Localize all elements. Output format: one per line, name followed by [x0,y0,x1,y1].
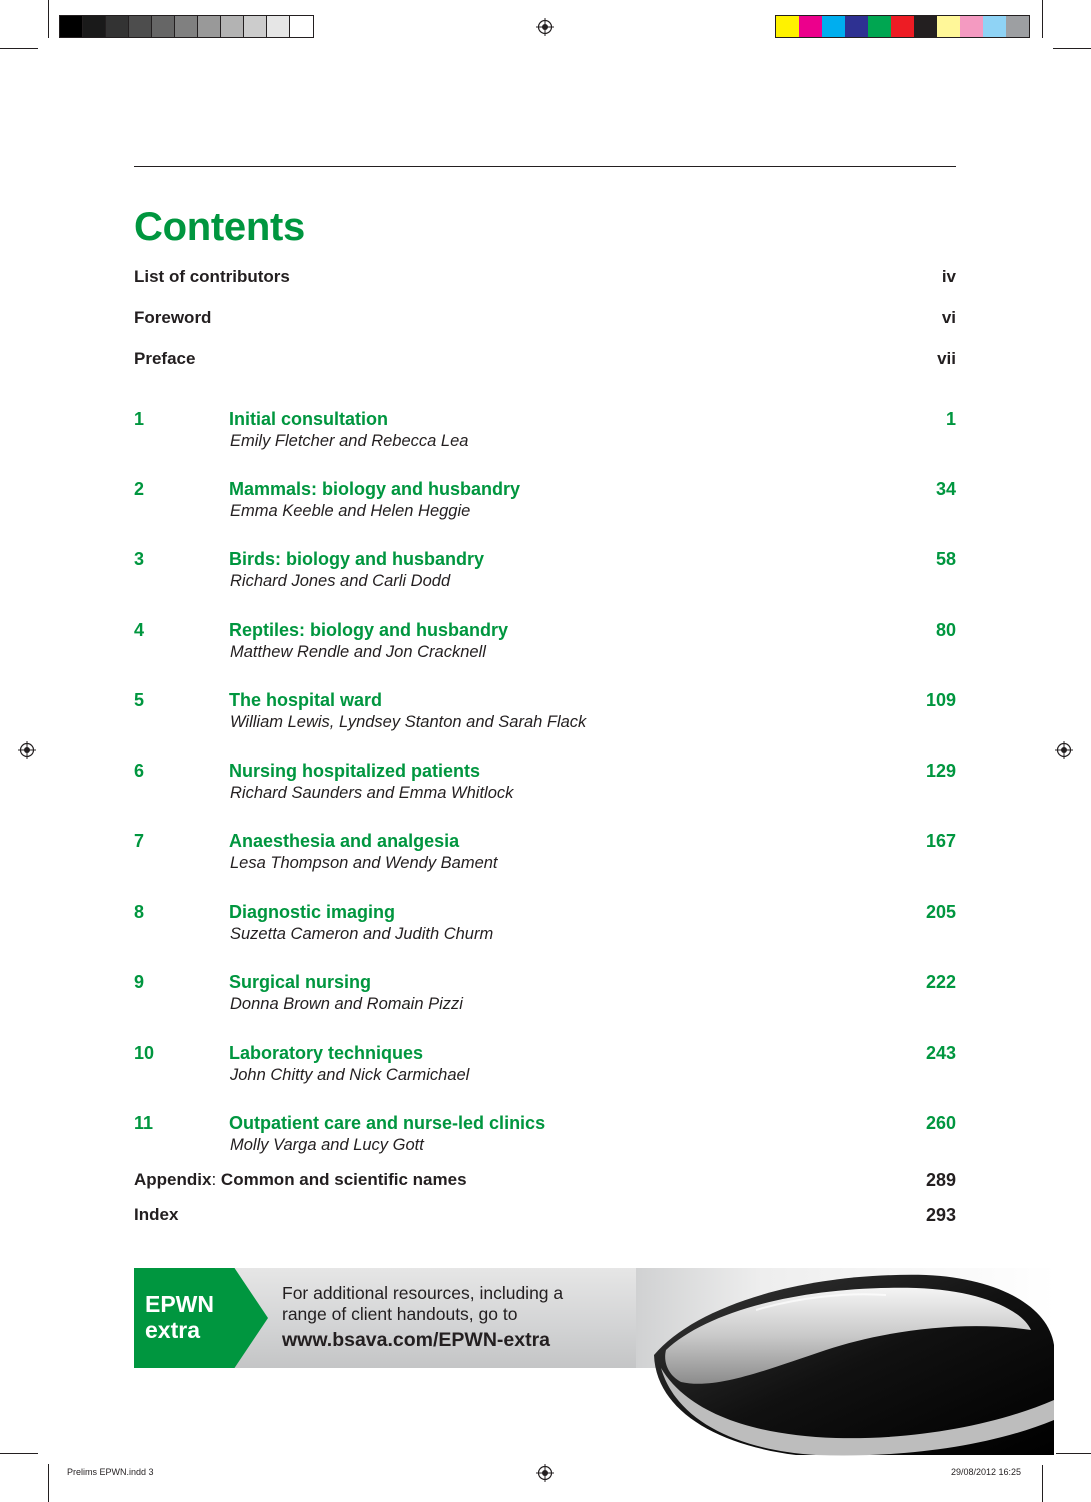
toc-entry[interactable] [134,308,956,328]
crop-mark [48,0,49,38]
chapter-title: Laboratory techniques [229,1043,424,1063]
banner-tag-line: EPWN [145,1291,214,1317]
chapter-authors: Molly Varga and Lucy Gott [230,1136,424,1154]
color-swatch [983,16,1006,37]
grey-swatch [60,16,83,37]
grey-swatch [152,16,175,37]
toc-entry-label: Foreword [134,308,212,327]
computer-mouse-icon [636,1250,1056,1465]
chapter-page: 109 [925,690,956,710]
chapter-number: 3 [134,549,145,569]
chapter-number: 6 [134,761,145,781]
chapter-number: 1 [134,409,145,429]
chapter-authors: Emily Fletcher and Rebecca Lea [230,432,469,450]
crop-mark [1053,48,1091,49]
color-swatch [799,16,822,37]
toc-entry-page: iv [941,267,956,286]
chapter-title: Reptiles: biology and husbandry [229,620,509,640]
chapter-number: 11 [134,1113,154,1133]
chapter-title: Nursing hospitalized patients [229,761,481,781]
color-swatch [1006,16,1029,37]
chapter-page: 80 [935,620,956,640]
toc-entry-label: Index [134,1205,179,1224]
chapter-page: 34 [935,479,956,499]
crop-mark [1042,1464,1043,1502]
chapter-number: 2 [134,479,145,499]
toc-entry-page: 289 [925,1170,956,1190]
chapter-number: 10 [134,1043,155,1063]
banner-description [282,1283,563,1325]
chapter-page: 222 [925,972,956,992]
grey-swatch [175,16,198,37]
color-swatch [937,16,960,37]
color-swatch [868,16,891,37]
color-swatch [960,16,983,37]
chapter-number: 7 [134,831,145,851]
crop-mark [48,1464,49,1502]
appendix-colon: : [211,1170,217,1189]
page-title: Contents [134,205,305,249]
crop-mark [1053,1453,1091,1454]
banner-text-line: For additional resources, including a [282,1283,564,1303]
registration-mark-icon [18,741,36,759]
crop-mark [0,48,38,49]
toc-entry[interactable] [134,267,956,287]
chapter-page: 260 [925,1113,956,1133]
color-swatch [845,16,868,37]
slug-datetime: 29/08/2012 16:25 [951,1467,1022,1477]
chapter-authors: Suzetta Cameron and Judith Churm [230,925,494,943]
chapter-title: Anaesthesia and analgesia [229,831,460,851]
chapter-title: Mammals: biology and husbandry [229,479,521,499]
chapter-page: 205 [925,902,956,922]
chapter-authors: John Chitty and Nick Carmichael [230,1066,470,1084]
chapter-number: 5 [134,690,145,710]
chapter-title: Diagnostic imaging [229,902,396,922]
toc-entry-label [134,1170,467,1191]
chapter-authors: Richard Jones and Carli Dodd [230,572,451,590]
chapter-authors: Matthew Rendle and Jon Cracknell [230,643,486,661]
appendix-title: Common and scientific names [216,1170,467,1189]
chapter-title: Initial consultation [229,409,389,429]
chapter-number: 4 [134,620,145,640]
chapter-page: 243 [925,1043,956,1063]
toc-entry-page: vii [937,349,956,368]
chapter-number: 8 [134,902,145,922]
toc-entry-label: Preface [134,349,196,368]
chapter-authors: Richard Saunders and Emma Whitlock [230,784,514,802]
color-swatch [914,16,937,37]
toc-entry[interactable] [134,349,956,369]
banner-tag [145,1291,214,1343]
toc-entry-page: 293 [925,1205,956,1225]
toc-entry-appendix[interactable] [134,1170,956,1191]
color-swatch [776,16,799,37]
chapter-number: 9 [134,972,145,992]
grey-swatch [221,16,244,37]
chapter-authors: Emma Keeble and Helen Heggie [230,502,471,520]
crop-mark [1042,0,1043,38]
toc-entry-label: List of contributors [134,267,290,286]
registration-mark-icon [536,18,554,36]
toc-entry-page: vi [941,308,956,327]
banner-url-link[interactable]: www.bsava.com/EPWN-extra [282,1329,551,1351]
chapter-title: Birds: biology and husbandry [229,549,485,569]
grey-swatch [244,16,267,37]
grey-swatch [198,16,221,37]
grey-swatch [290,16,313,37]
chapter-authors: Donna Brown and Romain Pizzi [230,995,463,1013]
chapter-authors: William Lewis, Lyndsey Stanton and Sarah Flack [230,713,587,731]
chapter-page: 129 [925,761,956,781]
chapter-title: Surgical nursing [229,972,372,992]
banner-tag-line: extra [145,1317,200,1343]
chapter-page: 167 [925,831,956,851]
color-calibration-bar [775,15,1030,38]
crop-mark [0,1453,38,1454]
grey-swatch [106,16,129,37]
chapter-title: Outpatient care and nurse-led clinics [229,1113,546,1133]
chapter-page: 58 [935,549,956,569]
chapter-authors: Lesa Thompson and Wendy Bament [230,854,498,872]
grey-swatch [129,16,152,37]
registration-mark-icon [536,1464,554,1482]
chapter-title: The hospital ward [229,690,383,710]
color-swatch [891,16,914,37]
grey-swatch [267,16,290,37]
registration-mark-icon [1055,741,1073,759]
grey-swatch [83,16,106,37]
banner-text-line: range of client handouts, go to [282,1304,518,1324]
chapter-page: 1 [945,409,956,429]
toc-entry-index[interactable] [134,1205,956,1226]
appendix-label: Appendix [134,1170,212,1189]
top-rule [134,166,956,167]
slug-filename: Prelims EPWN.indd 3 [67,1467,154,1477]
color-swatch [822,16,845,37]
grey-calibration-bar [59,15,314,38]
